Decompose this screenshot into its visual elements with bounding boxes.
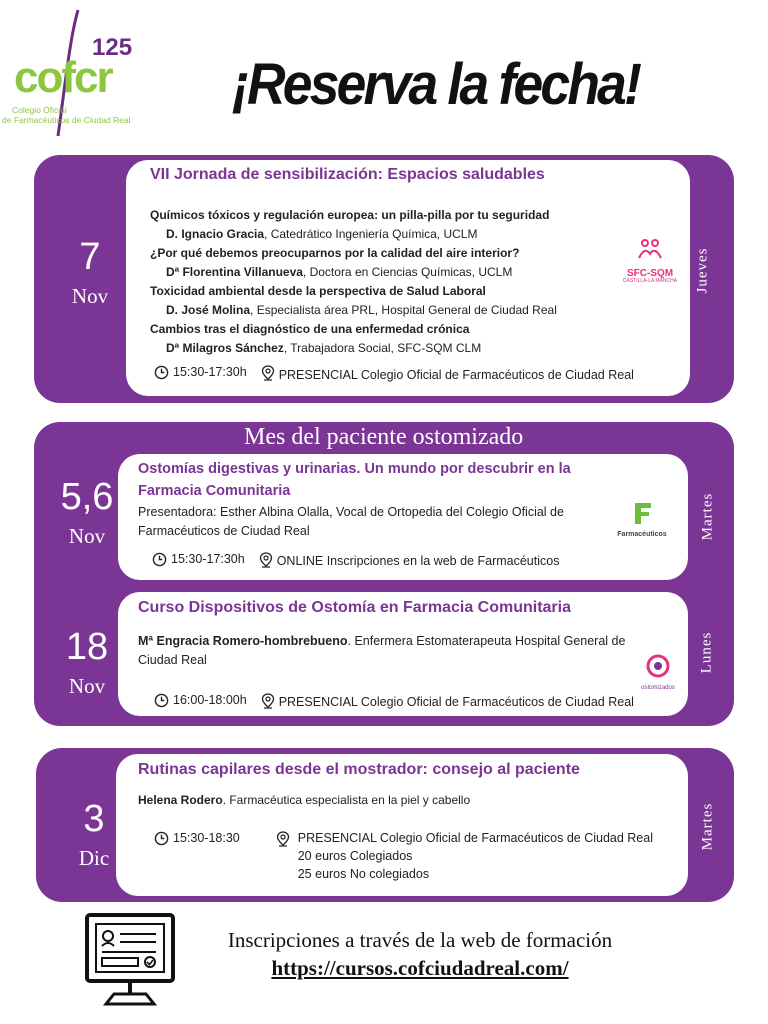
clock-icon	[154, 831, 169, 846]
event-4-month: Dic	[78, 846, 110, 870]
event-2-month: Nov	[68, 524, 106, 548]
event-3-location: PRESENCIAL Colegio Oficial de Farmacéuticos de Ciudad Real	[278, 695, 634, 709]
footer-text: Inscripciones a través de la web de formación	[227, 928, 613, 952]
talk-speaker: Dª Florentina Villanueva, Doctora en Ciencias Químicas, UCLM	[166, 265, 513, 279]
farmaceuticos-logo	[614, 500, 670, 538]
headline: ¡Reserva la fecha!	[232, 52, 640, 117]
logo-subtitle	[2, 106, 131, 126]
event-2-location: ONLINE Inscripciones en la web de Farmacéuticos	[276, 554, 560, 568]
farmaceuticos-label: Farmacéuticos	[617, 531, 667, 538]
talk-title: Toxicidad ambiental desde la perspectiva de Salud Laboral	[150, 284, 486, 298]
event-1-title: VII Jornada de sensibilización: Espacios saludables	[150, 166, 545, 183]
event-3-date	[54, 628, 120, 699]
clock-icon	[154, 365, 169, 380]
event-4-desc	[138, 791, 658, 810]
talk-title: ¿Por qué debemos preocuparnos por la calidad del aire interior?	[150, 246, 520, 260]
event-3-month: Nov	[68, 674, 106, 698]
talk-speaker: D. Ignacio Gracia, Catedrático Ingeniería Química, UCLM	[166, 227, 478, 241]
event-2-date	[54, 478, 120, 549]
event-1-day: 7	[79, 236, 101, 278]
event-3-speaker: Mª Engracia Romero-hombrebueno	[138, 634, 348, 648]
talk-speaker: D. José Molina, Especialista área PRL, Hospital General de Ciudad Real	[166, 303, 557, 317]
talk-title: Cambios tras el diagnóstico de una enfermedad crónica	[150, 322, 470, 336]
event-2-title: Ostomías digestivas y urinarias. Un mundo por descubrir en la Farmacia Comunitaria	[138, 461, 571, 499]
event-1-location: PRESENCIAL Colegio Oficial de Farmacéuticos de Ciudad Real	[278, 368, 634, 382]
event-3-title: Curso Dispositivos de Ostomía en Farmacia Comunitaria	[138, 599, 571, 616]
event-4-meta	[154, 829, 653, 883]
event-3-time: 16:00-18:00h	[173, 693, 247, 707]
footer-registration	[202, 926, 638, 982]
logo-text: cofcr	[14, 53, 112, 102]
event-3-desc	[138, 632, 658, 670]
talk-title: Químicos tóxicos y regulación europea: un pilla-pilla por tu seguridad	[150, 208, 550, 222]
logo-subtitle-line-1: Colegio Oficial	[12, 105, 67, 115]
event-2-time: 15:30-17:30h	[171, 552, 245, 566]
ostomizados-icon	[643, 654, 673, 680]
sfc-sqm-logo	[618, 238, 682, 284]
sfc-sqm-figures-icon	[635, 238, 665, 264]
event-1-talks	[150, 206, 620, 358]
location-pin-icon	[259, 552, 273, 568]
talk-speaker: Dª Milagros Sánchez, Trabajadora Social, SFC-SQM CLM	[166, 341, 482, 355]
event-1-weekday: Jueves	[694, 247, 711, 294]
event-3-meta	[154, 691, 634, 711]
event-2-day: 5,6	[60, 476, 114, 518]
location-pin-icon	[261, 365, 275, 381]
event-4-day: 3	[83, 798, 105, 840]
event-1-month: Nov	[71, 284, 109, 308]
event-1-time: 15:30-17:30h	[173, 365, 247, 379]
event-4-price-colegiados: 20 euros Colegiados	[297, 849, 413, 863]
event-4-role: . Farmacéutica especialista en la piel y cabello	[222, 793, 471, 807]
event-4-location	[298, 829, 653, 883]
logo-number: 125	[92, 34, 133, 61]
event-4-title: Rutinas capilares desde el mostrador: consejo al paciente	[138, 761, 580, 778]
ostomizados-logo	[636, 654, 680, 691]
location-pin-icon	[261, 693, 275, 709]
clock-icon	[154, 693, 169, 708]
sfc-sqm-sublabel: CASTILLA-LA MANCHA	[622, 278, 678, 284]
event-4-speaker: Helena Rodero	[138, 793, 223, 807]
cofcr-logo	[0, 8, 140, 138]
sfc-sqm-label: SFC-SQM	[626, 268, 674, 279]
event-2-meta	[152, 550, 559, 570]
logo-subtitle-line-2: de Farmacéuticos de Ciudad Real	[2, 114, 131, 125]
location-pin-icon	[276, 831, 290, 847]
footer-link[interactable]: https://cursos.cofciudadreal.com/	[271, 956, 569, 980]
clock-icon	[152, 552, 167, 567]
band-2-title: Mes del paciente ostomizado	[244, 424, 524, 450]
event-2-weekday: Martes	[699, 492, 716, 541]
farmaceuticos-f-icon	[627, 500, 657, 526]
event-1-meta	[154, 363, 634, 384]
event-3-weekday: Lunes	[698, 631, 715, 674]
event-4-price-no-colegiados: 25 euros No colegiados	[297, 867, 430, 881]
event-1-date	[58, 238, 122, 309]
event-4-weekday: Martes	[699, 802, 716, 851]
event-3-role: . Enfermera Estomaterapeuta Hospital General de Ciudad Real	[138, 634, 626, 667]
event-4-location-line-1: PRESENCIAL Colegio Oficial de Farmacéuticos de Ciudad Real	[297, 831, 653, 845]
registration-computer-icon	[84, 912, 176, 1013]
event-4-time: 15:30-18:30	[173, 831, 240, 845]
event-2-desc: Presentadora: Esther Albina Olalla, Vocal de Ortopedia del Colegio Oficial de Farmacéuticos de Ciudad Real	[138, 505, 564, 538]
event-3-day: 18	[65, 626, 109, 668]
ostomizados-label: ostomizados	[641, 685, 675, 691]
